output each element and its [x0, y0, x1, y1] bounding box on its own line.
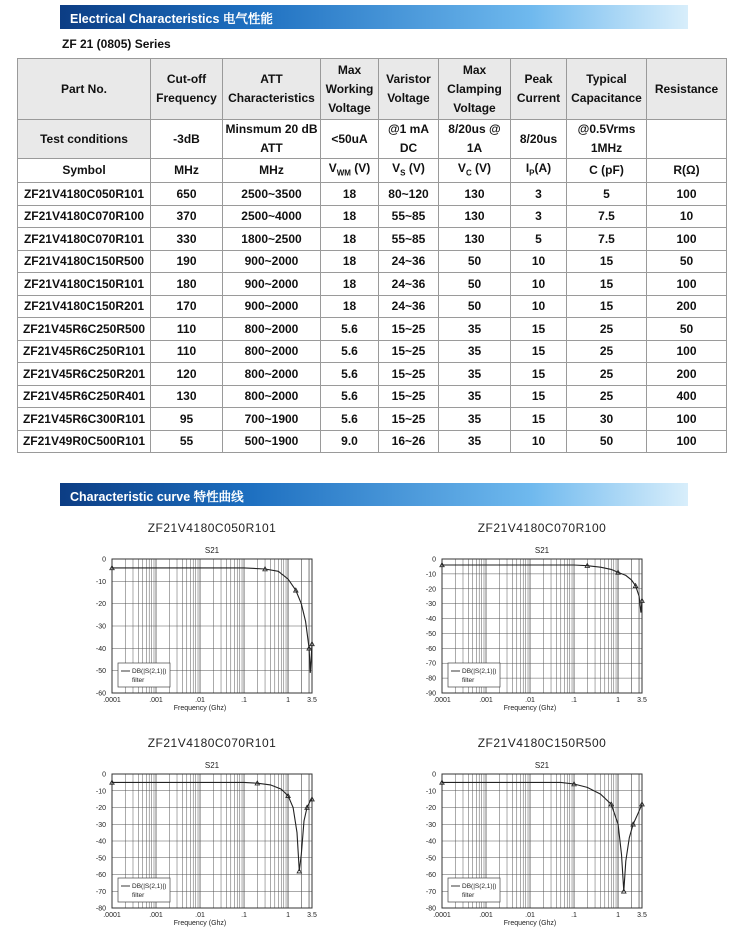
x-tick-label: .1 [241, 697, 247, 704]
table-cell: 400 [647, 385, 727, 408]
table-row [18, 250, 727, 273]
x-axis-label: Frequency (Ghz) [503, 920, 557, 927]
y-tick-label: -40 [425, 616, 436, 624]
table-cell: 5 [567, 183, 647, 206]
y-tick-label: 0 [102, 771, 106, 779]
table-cell: 800~2000 [223, 363, 321, 386]
y-tick-label: -10 [425, 571, 436, 579]
table-row [18, 183, 727, 206]
y-tick-label: -40 [95, 838, 106, 846]
y-tick-label: -40 [425, 838, 436, 846]
table-cell: 3 [511, 183, 567, 206]
table-cell: R(Ω) [647, 159, 727, 183]
y-tick-label: -50 [95, 668, 106, 676]
series-label: ZF 21 (0805) Series [62, 37, 171, 51]
table-cell: 3 [511, 205, 567, 228]
table-cell: Peak Current [511, 59, 567, 120]
table-cell: 25 [567, 385, 647, 408]
table-cell: 10 [647, 205, 727, 228]
table-cell: 130 [439, 183, 511, 206]
table-cell: 35 [439, 318, 511, 341]
x-tick-label: .001 [479, 697, 493, 704]
table-cell: 100 [647, 228, 727, 251]
table-row [18, 295, 727, 318]
chart-title: ZF21V4180C070R100 [477, 521, 607, 535]
x-tick-label: 1 [616, 912, 621, 919]
table-cell: 5.6 [321, 385, 379, 408]
table-cell: 9.0 [321, 430, 379, 453]
table-cell: 24~36 [379, 250, 439, 273]
y-tick-label: -80 [95, 905, 106, 913]
x-tick-label: 1 [616, 697, 621, 704]
chart-canvas [80, 518, 330, 712]
section-header-curve [60, 483, 688, 506]
y-tick-label: -30 [425, 601, 436, 609]
table-cell: 18 [321, 250, 379, 273]
table-cell: 100 [647, 340, 727, 363]
legend-label: DB(|S(2,1)|) [132, 883, 167, 890]
table-cell: ZF21V4180C070R101 [18, 228, 151, 251]
table-cell: 8/20us @ 1A [439, 120, 511, 159]
y-tick-label: -20 [95, 805, 106, 812]
x-tick-label: .0001 [433, 697, 451, 704]
y-tick-label: -50 [425, 855, 436, 863]
s21-chart [410, 518, 660, 713]
y-tick-label: -40 [95, 645, 106, 653]
table-cell: 10 [511, 273, 567, 296]
table-cell: ZF21V49R0C500R101 [18, 430, 151, 453]
x-tick-label: .0001 [433, 912, 451, 919]
table-cell: 800~2000 [223, 385, 321, 408]
table-row [18, 228, 727, 251]
table-cell: 24~36 [379, 273, 439, 296]
table-cell: 50 [439, 295, 511, 318]
table-cell: 15 [511, 408, 567, 431]
table-cell: Cut-off Frequency [151, 59, 223, 120]
table-row [18, 340, 727, 363]
y-tick-label: -70 [95, 888, 106, 896]
table-cell: 15 [567, 295, 647, 318]
table-cell: 120 [151, 363, 223, 386]
table-cell: -3dB [151, 120, 223, 159]
series-line [112, 568, 312, 673]
table-cell: 25 [567, 340, 647, 363]
x-tick-label: .1 [241, 912, 247, 919]
table-cell: 50 [647, 250, 727, 273]
section-title: Electrical Characteristics 电气性能 [70, 12, 273, 26]
table-cell: 2500~4000 [223, 205, 321, 228]
table-cell: 200 [647, 363, 727, 386]
table-cell: 100 [647, 430, 727, 453]
x-tick-label: 1 [286, 697, 291, 704]
table-cell: 190 [151, 250, 223, 273]
section-title: Characteristic curve 特性曲线 [70, 490, 244, 504]
x-tick-label: .0001 [103, 697, 121, 704]
y-tick-label: -80 [425, 905, 436, 913]
table-cell: 50 [647, 318, 727, 341]
x-tick-label: .01 [525, 912, 535, 919]
table-cell: 10 [511, 430, 567, 453]
table-row [18, 318, 727, 341]
table-cell: 55 [151, 430, 223, 453]
x-tick-label: .1 [571, 912, 577, 919]
table-cell: $V_C$ (V) [439, 159, 511, 183]
y-tick-label: -60 [425, 872, 436, 879]
table-cell: ZF21V45R6C250R101 [18, 340, 151, 363]
x-tick-label: 3.5 [637, 697, 647, 704]
x-tick-label: 3.5 [637, 912, 647, 919]
table-cell: MHz [151, 159, 223, 183]
table-cell: @0.5Vrms 1MHz [567, 120, 647, 159]
y-tick-label: -70 [425, 888, 436, 896]
table-cell: ZF21V4180C150R500 [18, 250, 151, 273]
section-header-electrical [60, 5, 688, 29]
table-cell: 15~25 [379, 363, 439, 386]
table-cell: C (pF) [567, 159, 647, 183]
table-cell: 15~25 [379, 340, 439, 363]
table-cell: Part No. [18, 59, 151, 120]
table-cell: 15 [511, 385, 567, 408]
table-cell [647, 120, 727, 159]
table-cell: 800~2000 [223, 340, 321, 363]
table-cell: 35 [439, 340, 511, 363]
table-cell: ZF21V4180C070R100 [18, 205, 151, 228]
s21-chart [80, 518, 330, 713]
x-tick-label: 3.5 [307, 912, 317, 919]
table-cell: 700~1900 [223, 408, 321, 431]
table-cell: ATT Characteristics [223, 59, 321, 120]
y-tick-label: -50 [425, 630, 436, 638]
chart-title: ZF21V4180C150R500 [477, 736, 607, 750]
table-cell: 35 [439, 385, 511, 408]
table-cell: 55~85 [379, 205, 439, 228]
table-row [18, 205, 727, 228]
table-cell: Test conditions [18, 120, 151, 159]
y-tick-label: -60 [95, 872, 106, 879]
y-tick-label: -80 [425, 675, 436, 683]
y-tick-label: 0 [432, 771, 436, 779]
table-row [18, 273, 727, 296]
table-cell: 170 [151, 295, 223, 318]
table-cell: 15~25 [379, 408, 439, 431]
x-tick-label: .01 [195, 912, 205, 919]
table-cell: ZF21V45R6C250R500 [18, 318, 151, 341]
y-tick-label: -70 [425, 660, 436, 668]
table-cell: 5.6 [321, 318, 379, 341]
table-cell: <50uA [321, 120, 379, 159]
chart-subtitle: S21 [204, 761, 220, 770]
table-cell: 50 [567, 430, 647, 453]
table-cell: Max Working Voltage [321, 59, 379, 120]
table-cell: 7.5 [567, 228, 647, 251]
s21-chart [410, 733, 660, 928]
chart-canvas [80, 733, 330, 927]
legend-label: DB(|S(2,1)|) [462, 668, 497, 675]
table-cell: 50 [439, 250, 511, 273]
chart-canvas [410, 518, 660, 712]
legend-label: filter [132, 677, 145, 684]
table-row [18, 385, 727, 408]
table-cell: 15 [567, 250, 647, 273]
table-cell: 330 [151, 228, 223, 251]
s21-chart [80, 733, 330, 928]
x-tick-label: .0001 [103, 912, 121, 919]
legend-label: DB(|S(2,1)|) [462, 883, 497, 890]
table-cell: 500~1900 [223, 430, 321, 453]
table-cell: 200 [647, 295, 727, 318]
table-row [18, 408, 727, 431]
table-cell: 1800~2500 [223, 228, 321, 251]
legend-label: filter [462, 677, 475, 684]
table-cell: ZF21V4180C150R201 [18, 295, 151, 318]
table-cell: 15~25 [379, 318, 439, 341]
table-cell: 900~2000 [223, 295, 321, 318]
x-axis-label: Frequency (Ghz) [173, 705, 227, 712]
table-conditions-row [18, 120, 727, 159]
y-tick-label: -50 [95, 855, 106, 863]
table-cell: ZF21V45R6C250R401 [18, 385, 151, 408]
table-cell: 110 [151, 340, 223, 363]
table-cell: 5.6 [321, 363, 379, 386]
chart-subtitle: S21 [204, 546, 220, 555]
y-tick-label: -10 [95, 578, 106, 586]
x-tick-label: .001 [479, 912, 493, 919]
y-tick-label: -30 [425, 821, 436, 829]
table-cell: MHz [223, 159, 321, 183]
table-cell: Symbol [18, 159, 151, 183]
table-cell: 650 [151, 183, 223, 206]
table-cell: $I_P(A)$ [511, 159, 567, 183]
table-cell: 24~36 [379, 295, 439, 318]
table-cell: 100 [647, 273, 727, 296]
table-cell: 35 [439, 363, 511, 386]
y-tick-label: 0 [432, 556, 436, 564]
y-tick-label: -30 [95, 821, 106, 829]
table-cell: Varistor Voltage [379, 59, 439, 120]
y-tick-label: -10 [95, 788, 106, 796]
table-cell: 900~2000 [223, 273, 321, 296]
table-cell: @1 mA DC [379, 120, 439, 159]
table-cell: ZF21V4180C150R101 [18, 273, 151, 296]
electrical-characteristics-table [17, 58, 727, 453]
table-cell: 7.5 [567, 205, 647, 228]
table-cell: 16~26 [379, 430, 439, 453]
table-cell: 130 [439, 228, 511, 251]
table-cell: 25 [567, 363, 647, 386]
table-cell: 10 [511, 295, 567, 318]
table-row [18, 363, 727, 386]
chart-canvas [410, 733, 660, 927]
y-tick-label: -90 [425, 690, 436, 698]
table-cell: Typical Capacitance [567, 59, 647, 120]
table-row [18, 430, 727, 453]
legend-label: filter [132, 892, 145, 899]
table-cell: 8/20us [511, 120, 567, 159]
table-cell: 80~120 [379, 183, 439, 206]
y-tick-label: -30 [95, 623, 106, 631]
table-cell: 900~2000 [223, 250, 321, 273]
table-header-row [18, 59, 727, 120]
chart-subtitle: S21 [534, 546, 550, 555]
table-cell: 18 [321, 228, 379, 251]
y-tick-label: -20 [95, 601, 106, 609]
table-cell: 130 [151, 385, 223, 408]
y-tick-label: -60 [425, 645, 436, 653]
table-cell: 180 [151, 273, 223, 296]
table-cell: 25 [567, 318, 647, 341]
table-cell: 110 [151, 318, 223, 341]
x-tick-label: .001 [149, 697, 163, 704]
table-cell: 800~2000 [223, 318, 321, 341]
table-cell: Minsmum 20 dB ATT [223, 120, 321, 159]
table-cell: 55~85 [379, 228, 439, 251]
x-tick-label: 3.5 [307, 697, 317, 704]
table-cell: ZF21V45R6C300R101 [18, 408, 151, 431]
x-tick-label: .01 [195, 697, 205, 704]
y-tick-label: -20 [425, 586, 436, 594]
table-cell: 130 [439, 205, 511, 228]
y-tick-label: -60 [95, 690, 106, 698]
table-cell: 15 [511, 340, 567, 363]
table-cell: 100 [647, 183, 727, 206]
table-cell: 15~25 [379, 385, 439, 408]
table-cell: 5.6 [321, 340, 379, 363]
table-cell: 370 [151, 205, 223, 228]
chart-title: ZF21V4180C050R101 [147, 521, 277, 535]
table-cell: 35 [439, 408, 511, 431]
table-cell: 35 [439, 430, 511, 453]
chart-title: ZF21V4180C070R101 [147, 736, 277, 750]
x-tick-label: .1 [571, 697, 577, 704]
x-axis-label: Frequency (Ghz) [503, 705, 557, 712]
table-cell: 18 [321, 273, 379, 296]
chart-subtitle: S21 [534, 761, 550, 770]
table-cell: 5.6 [321, 408, 379, 431]
table-cell: 50 [439, 273, 511, 296]
series-line [442, 782, 642, 891]
y-tick-label: -10 [425, 788, 436, 796]
table-cell: 30 [567, 408, 647, 431]
table-cell: 100 [647, 408, 727, 431]
table-cell: 2500~3500 [223, 183, 321, 206]
x-axis-label: Frequency (Ghz) [173, 920, 227, 927]
x-tick-label: .01 [525, 697, 535, 704]
table-cell: 10 [511, 250, 567, 273]
table-cell: 15 [511, 363, 567, 386]
x-tick-label: .001 [149, 912, 163, 919]
table-cell: $V_S$ (V) [379, 159, 439, 183]
table-cell: 15 [567, 273, 647, 296]
legend-label: DB(|S(2,1)|) [132, 668, 167, 675]
table-cell: ZF21V45R6C250R201 [18, 363, 151, 386]
table-cell: 18 [321, 205, 379, 228]
table-symbol-row [18, 159, 727, 183]
table-cell: 5 [511, 228, 567, 251]
table-cell: ZF21V4180C050R101 [18, 183, 151, 206]
table-cell: $V_{WM}$ (V) [321, 159, 379, 183]
x-tick-label: 1 [286, 912, 291, 919]
table-cell: Max Clamping Voltage [439, 59, 511, 120]
legend-label: filter [462, 892, 475, 899]
y-tick-label: 0 [102, 556, 106, 564]
table-cell: 15 [511, 318, 567, 341]
table-cell: Resistance [647, 59, 727, 120]
y-tick-label: -20 [425, 805, 436, 812]
table-cell: 95 [151, 408, 223, 431]
table-cell: 18 [321, 183, 379, 206]
table-cell: 18 [321, 295, 379, 318]
